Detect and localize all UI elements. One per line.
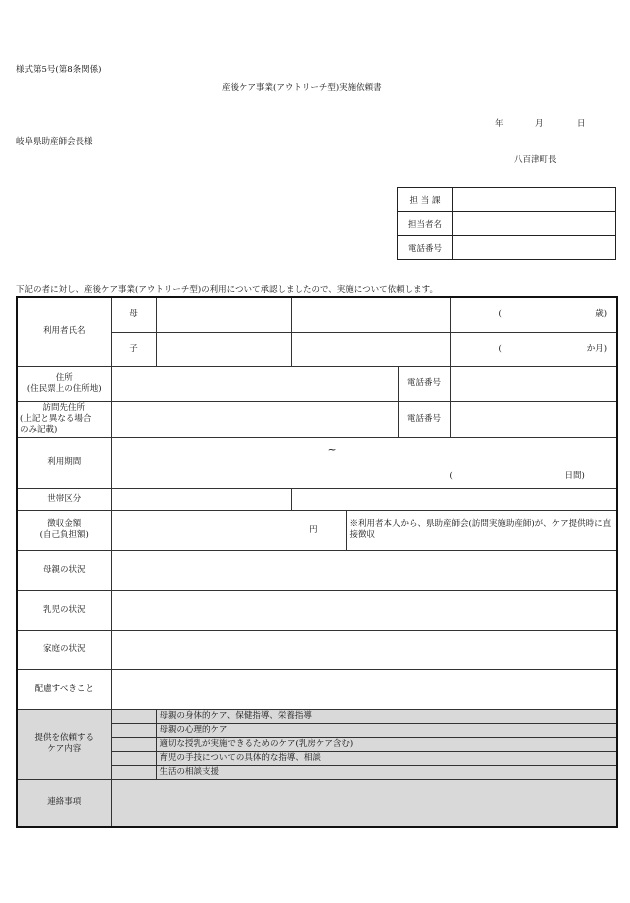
days-unit: 日間) [564, 470, 585, 481]
month-unit: か月) [586, 343, 608, 354]
mother-name-kana-field[interactable] [291, 297, 450, 332]
visit-phone-label: 電話番号 [398, 401, 450, 437]
visit-address-label [17, 401, 111, 437]
staff-box [397, 187, 616, 260]
household-field[interactable] [111, 488, 291, 510]
care-label-line2: ケア内容 [47, 744, 82, 754]
fee-amount-field[interactable] [111, 510, 346, 550]
contact-field[interactable] [111, 779, 617, 827]
recipient: 岐阜県助産師会長様 [16, 137, 93, 147]
infant-status-field[interactable] [111, 590, 617, 630]
child-name-kana-field[interactable] [291, 332, 450, 366]
fee-label-line2: (自己負担額) [39, 530, 89, 540]
address-label-line1: 住所 [55, 372, 73, 383]
period-label: 利用期間 [17, 437, 111, 488]
household-label: 世帯区分 [17, 488, 111, 510]
infant-status-label: 乳児の状況 [17, 590, 111, 630]
month-open: ( [498, 343, 502, 354]
yen-unit: 円 [308, 524, 318, 535]
visit-phone-field[interactable] [450, 401, 617, 437]
form-number: 様式第5号(第8条関係) [16, 65, 102, 75]
visit-address-field[interactable] [111, 401, 398, 437]
address-label-line2: (住民票上の住所地) [26, 383, 102, 394]
document-title: 産後ケア事業(アウトリーチ型)実施依頼書 [222, 83, 382, 93]
age-open: ( [498, 309, 502, 320]
staff-phone-field[interactable] [453, 236, 616, 260]
sender: 八百津町長 [514, 155, 557, 165]
family-status-label: 家庭の状況 [17, 630, 111, 669]
considerations-field[interactable] [111, 669, 617, 709]
contact-label: 連絡事項 [17, 779, 111, 827]
child-name-field[interactable] [156, 332, 291, 366]
age-unit: 歳) [595, 309, 608, 320]
staff-dept-field[interactable] [453, 188, 616, 212]
date-day: 日 [577, 119, 586, 129]
address-field[interactable] [111, 366, 398, 401]
mother-status-field[interactable] [111, 550, 617, 590]
care-item-4: 育児の手技についての具体的な指導、相談 [156, 751, 617, 765]
request-form-table [16, 296, 618, 828]
fee-label-line1: 徴収金額 [47, 519, 82, 529]
user-name-label: 利用者氏名 [17, 297, 111, 366]
mother-age-field[interactable] [450, 297, 617, 332]
staff-dept-label: 担 当 課 [398, 188, 453, 212]
fee-label [17, 510, 111, 550]
mother-status-label: 母親の状況 [17, 550, 111, 590]
address-label [17, 366, 111, 401]
visit-label-line1: 訪問先住所 [42, 402, 85, 413]
period-field[interactable] [111, 437, 617, 488]
mother-label: 母 [111, 297, 156, 332]
care-item-5: 生活の相談支援 [156, 765, 617, 779]
date-year: 年 [495, 119, 504, 129]
household-extra-field[interactable] [291, 488, 617, 510]
care-checkbox-5[interactable] [111, 765, 156, 779]
child-label: 子 [111, 332, 156, 366]
staff-phone-label: 電話番号 [398, 236, 453, 260]
address-phone-label: 電話番号 [398, 366, 450, 401]
care-checkbox-4[interactable] [111, 751, 156, 765]
care-label [17, 709, 111, 779]
care-item-1: 母親の身体的ケア、保健指導、栄養指導 [156, 709, 617, 723]
family-status-field[interactable] [111, 630, 617, 669]
considerations-label: 配慮すべきこと [17, 669, 111, 709]
period-tilde: ~ [327, 442, 337, 456]
staff-person-label: 担当者名 [398, 212, 453, 236]
staff-person-field[interactable] [453, 212, 616, 236]
care-checkbox-2[interactable] [111, 723, 156, 737]
address-phone-field[interactable] [450, 366, 617, 401]
care-checkbox-3[interactable] [111, 737, 156, 751]
care-checkbox-1[interactable] [111, 709, 156, 723]
mother-name-field[interactable] [156, 297, 291, 332]
date-month: 月 [535, 119, 544, 129]
visit-label-line2: (上記と異なる場合 [20, 413, 92, 424]
fee-note: ※利用者本人から、県助産師会(訪問実施助産師)が、ケア提供時に直接徴収 [346, 510, 617, 550]
child-age-field[interactable] [450, 332, 617, 366]
care-item-3: 適切な授乳が実施できるためのケア(乳房ケア含む) [156, 737, 617, 751]
days-open: ( [449, 470, 453, 481]
intro-text: 下記の者に対し、産後ケア事業(アウトリーチ型)の利用について承認しましたので、実施について依頼します。 [16, 285, 438, 295]
visit-label-line3: のみ記載) [20, 424, 58, 435]
care-label-line1: 提供を依頼する [34, 733, 94, 743]
care-item-2: 母親の心理的ケア [156, 723, 617, 737]
